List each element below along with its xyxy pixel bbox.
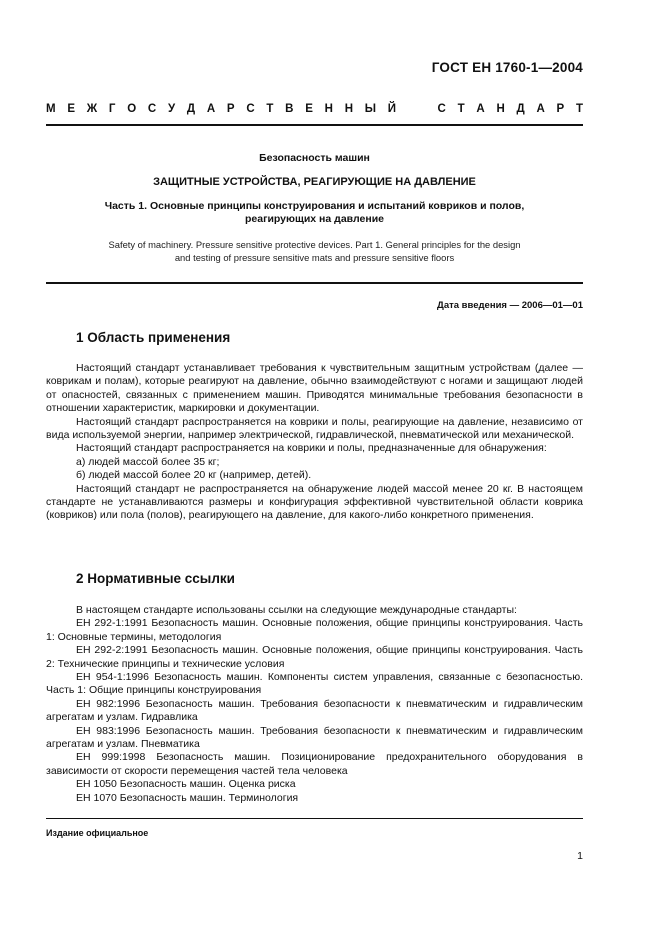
banner-letter: Н <box>344 103 354 115</box>
reference-item: ЕН 292-2:1991 Безопасность машин. Основные положения, общие принципы конструирования. Часть 2: Технические принципы и технические условия <box>46 644 583 670</box>
reference-item: ЕН 1050 Безопасность машин. Оценка риска <box>76 778 296 791</box>
title-english-line: and testing of pressure sensitive mats and pressure sensitive floors <box>174 252 455 263</box>
banner-letter: Т <box>266 103 274 115</box>
banner-letter: Е <box>67 103 76 115</box>
edition-note: Издание официальное <box>46 828 149 838</box>
banner-word-gap <box>408 103 426 115</box>
title-topic: Безопасность машин <box>259 152 370 164</box>
interstate-standard-banner <box>46 103 583 115</box>
banner-letter: Ж <box>86 103 98 115</box>
paragraph: Настоящий стандарт распространяется на коврики и полы, предназначенные для обнаружения: <box>76 442 547 455</box>
banner-letter: В <box>285 103 294 115</box>
reference-item: ЕН 292-1:1991 Безопасность машин. Основные положения, общие принципы конструирования. Часть 1: Основные термины, методология <box>46 617 583 643</box>
banner-letter: Р <box>226 103 235 115</box>
banner-letter: Д <box>186 103 196 115</box>
paragraph: Настоящий стандарт не распространяется на обнаружение людей массой менее 20 кг. В настоящем стандарте не устанавливаются размеры и конфигурация эффективной чувствительной области коврика (ковриков) или пола (полов), реагирующего на давление, для какого-либо конкретного применения. <box>46 482 583 522</box>
list-item: б) людей массой более 20 кг (например, детей). <box>76 469 312 482</box>
banner-letter: С <box>147 103 157 115</box>
title-part-line: Часть 1. Основные принципы конструирования и испытаний ковриков и полов, <box>104 200 525 212</box>
section-heading-references: 2 Нормативные ссылки <box>76 571 235 586</box>
banner-letter: Т <box>575 103 583 115</box>
reference-item: ЕН 999:1998 Безопасность машин. Позиционирование предохранительного оборудования в зависимости от скорости перемещения частей тела человека <box>46 751 583 777</box>
banner-letter: Н <box>496 103 505 115</box>
paragraph: Настоящий стандарт распространяется на коврики и полы, реагирующие на давление, независимо от вида используемой энергии, например электрической, гидравлической, пневматической или механической. <box>46 415 583 442</box>
banner-letter: А <box>536 103 545 115</box>
banner-letter: Н <box>324 103 333 115</box>
banner-letter: Е <box>305 103 313 115</box>
banner-letter: Т <box>457 103 465 115</box>
title-english-line: Safety of machinery. Pressure sensitive protective devices. Part 1. General principles for the design <box>108 239 521 250</box>
paragraph: В настоящем стандарте использованы ссылки на следующие международные стандарты: <box>76 604 517 616</box>
title-part <box>46 200 583 226</box>
banner-letter: У <box>167 103 176 115</box>
reference-item: ЕН 1070 Безопасность машин. Терминология <box>76 791 299 804</box>
section-body-references <box>46 604 583 805</box>
banner-letter: Й <box>387 103 397 115</box>
header-divider <box>46 124 583 126</box>
standard-code: ГОСТ ЕН 1760-1—2004 <box>431 60 583 75</box>
reference-item: ЕН 983:1996 Безопасность машин. Требования безопасности к пневматическим и гидравлическим агрегатам и узлам. Пневматика <box>46 724 583 751</box>
banner-letter: А <box>206 103 216 115</box>
section-heading-scope: 1 Область применения <box>76 330 231 345</box>
banner-letter: Д <box>516 103 525 115</box>
banner-letter: О <box>127 103 137 115</box>
list-item: а) людей массой более 35 кг; <box>76 455 220 468</box>
footer-divider <box>46 818 583 819</box>
title-english <box>46 238 583 264</box>
section-body-scope <box>46 362 583 523</box>
paragraph: Настоящий стандарт устанавливает требования к чувствительным защитным устройствам (далее — коврикам и полам), которые реагируют на давление, обычно взаимодействуют с ногами и защищают людей от опасностей, связанных с применением машин. Приводятся минимальные требования безопасности в отношении характеристик, маркировки и документации. <box>46 362 583 415</box>
reference-item: ЕН 954-1:1996 Безопасность машин. Компоненты систем управления, связанные с безопасностью. Часть 1: Общие принципы конструирования <box>46 671 583 697</box>
title-part-line: реагирующих на давление <box>244 213 384 225</box>
page-number: 1 <box>577 850 583 862</box>
title-divider <box>46 282 583 284</box>
banner-letter: Г <box>108 103 116 115</box>
banner-letter: Р <box>556 103 565 115</box>
banner-letter: С <box>246 103 255 115</box>
title-main: ЗАЩИТНЫЕ УСТРОЙСТВА, РЕАГИРУЮЩИЕ НА ДАВЛЕНИЕ <box>153 176 476 188</box>
banner-letter: А <box>476 103 485 115</box>
banner-letter: Ы <box>364 103 377 115</box>
banner-letter: М <box>46 103 56 115</box>
banner-letter: С <box>437 103 446 115</box>
introduction-date: Дата введения — 2006—01—01 <box>437 300 583 311</box>
reference-item: ЕН 982:1996 Безопасность машин. Требования безопасности к пневматическим и гидравлическим агрегатам и узлам. Гидравлика <box>46 697 583 724</box>
